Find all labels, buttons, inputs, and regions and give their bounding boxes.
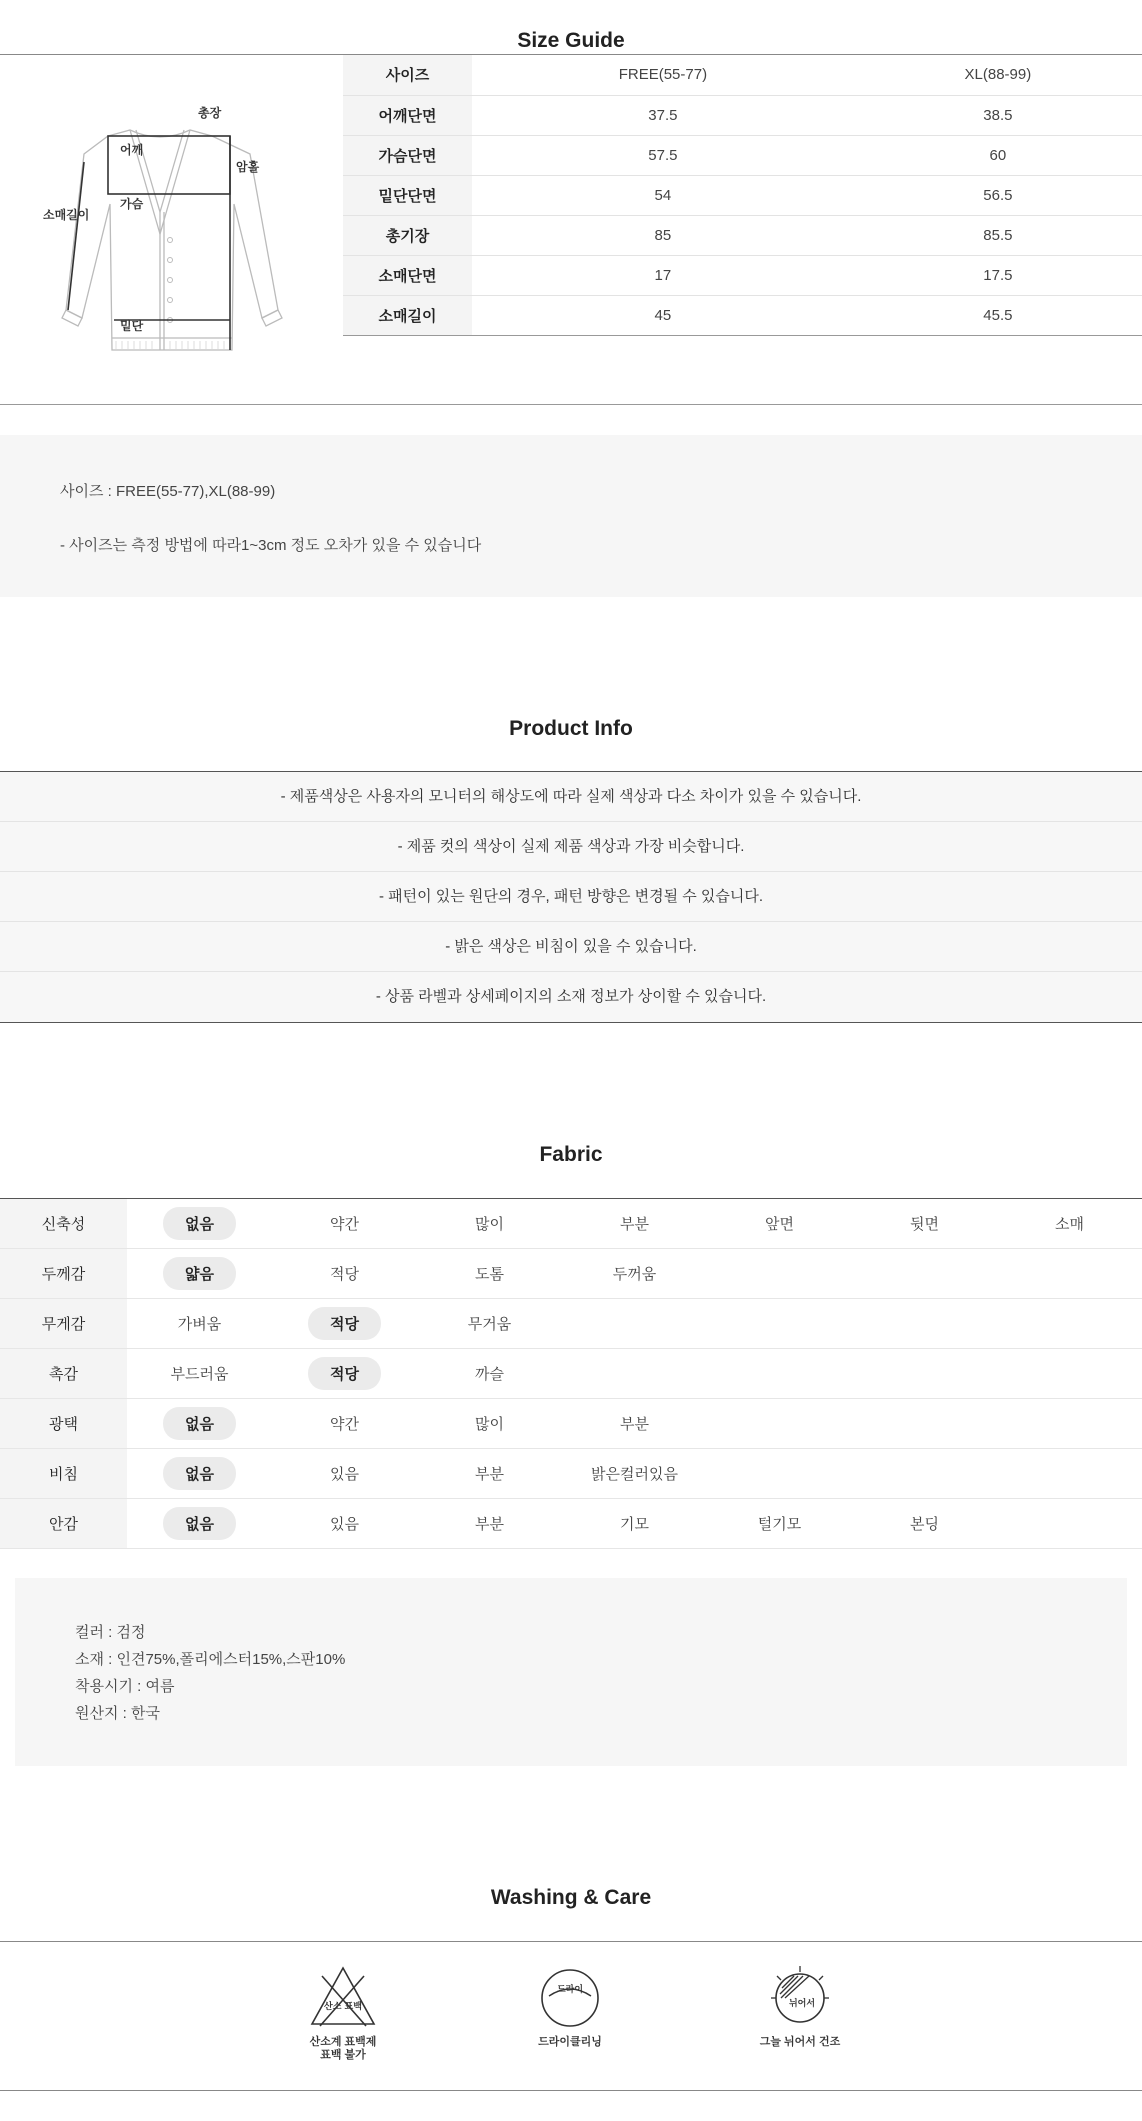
fabric-option-cell bbox=[562, 1349, 707, 1399]
size-value: 85.5 bbox=[854, 215, 1142, 255]
fabric-option-cell bbox=[562, 1399, 707, 1449]
size-table-header bbox=[343, 55, 1142, 95]
size-value: 38.5 bbox=[854, 95, 1142, 135]
fabric-option-cell bbox=[707, 1249, 852, 1299]
fabric-option: 소매 bbox=[1055, 1216, 1084, 1233]
size-note: - 사이즈는 측정 방법에 따라1~3cm 정도 오차가 있을 수 있습니다 bbox=[60, 537, 482, 554]
size-row-label: 소매단면 bbox=[343, 255, 472, 295]
fabric-option-cell bbox=[417, 1499, 562, 1549]
size-value: 85 bbox=[472, 215, 854, 255]
fabric-option-cell bbox=[417, 1249, 562, 1299]
fabric-row bbox=[0, 1349, 1142, 1399]
fabric-row-label: 촉감 bbox=[0, 1349, 127, 1399]
diagram-label-length: 총장 bbox=[198, 106, 222, 120]
fabric-option-cell bbox=[852, 1299, 997, 1349]
care-item-dry-flat-shade bbox=[740, 1962, 860, 2049]
fabric-option: 약간 bbox=[330, 1216, 359, 1233]
fabric-row bbox=[0, 1449, 1142, 1499]
diagram-label-armhole: 암홀 bbox=[236, 160, 260, 174]
size-row bbox=[343, 295, 1142, 335]
fabric-option: 부분 bbox=[475, 1516, 504, 1533]
fabric-option-cell bbox=[127, 1349, 272, 1399]
care-label: 그늘 뉘어서 건조 bbox=[759, 2036, 841, 2048]
fabric-option: 약간 bbox=[330, 1416, 359, 1433]
fabric-option: 가벼움 bbox=[177, 1316, 222, 1333]
product-info-title: Product Info bbox=[509, 717, 633, 740]
care-label: 드라이클리닝 bbox=[538, 2036, 602, 2048]
fabric-title: Fabric bbox=[539, 1143, 603, 1166]
dry-flat-shade-icon bbox=[765, 1962, 835, 2032]
fabric-option-selected: 없음 bbox=[163, 1407, 236, 1440]
fabric-option-cell bbox=[707, 1449, 852, 1499]
care-label: 산소계 표백제 bbox=[309, 2036, 377, 2048]
fabric-option-cell bbox=[852, 1199, 997, 1249]
size-header-xl: XL(88-99) bbox=[854, 55, 1142, 95]
fabric-row-label: 무게감 bbox=[0, 1299, 127, 1349]
size-row-label: 밑단단면 bbox=[343, 175, 472, 215]
fabric-row bbox=[0, 1399, 1142, 1449]
fabric-option-cell bbox=[272, 1349, 417, 1399]
dry-clean-icon bbox=[535, 1962, 605, 2032]
diagram-label-shoulder: 어깨 bbox=[120, 143, 144, 157]
fabric-option-selected: 없음 bbox=[163, 1457, 236, 1490]
fabric-option-cell bbox=[852, 1399, 997, 1449]
fabric-option-cell bbox=[127, 1499, 272, 1549]
fabric-option-cell bbox=[417, 1199, 562, 1249]
fabric-option-cell bbox=[127, 1299, 272, 1349]
fabric-option-cell bbox=[852, 1499, 997, 1549]
fabric-option-cell bbox=[707, 1199, 852, 1249]
size-notes-box bbox=[0, 435, 1142, 597]
size-note: 사이즈 : FREE(55-77),XL(88-99) bbox=[60, 483, 276, 500]
fabric-row bbox=[0, 1299, 1142, 1349]
care-icon-text: 산소 표백 bbox=[324, 2002, 362, 2012]
fabric-option: 많이 bbox=[475, 1416, 504, 1433]
fabric-option: 있음 bbox=[330, 1466, 359, 1483]
fabric-option-cell bbox=[417, 1299, 562, 1349]
fabric-row-label: 비침 bbox=[0, 1449, 127, 1499]
fabric-detail-season: 착용시기 : 여름 bbox=[75, 1678, 175, 1695]
size-value: 57.5 bbox=[472, 135, 854, 175]
fabric-option: 두꺼움 bbox=[612, 1266, 657, 1283]
fabric-option: 털기모 bbox=[757, 1516, 802, 1533]
size-row-label: 가슴단면 bbox=[343, 135, 472, 175]
divider bbox=[0, 404, 1142, 405]
fabric-option-cell bbox=[127, 1399, 272, 1449]
size-row bbox=[343, 135, 1142, 175]
fabric-option-cell bbox=[417, 1449, 562, 1499]
size-value: 37.5 bbox=[472, 95, 854, 135]
fabric-option-selected: 적당 bbox=[308, 1357, 381, 1390]
fabric-detail-material: 소재 : 인견75%,폴리에스터15%,스판10% bbox=[75, 1651, 346, 1668]
product-info-item: - 상품 라벨과 상세페이지의 소재 정보가 상이할 수 있습니다. bbox=[0, 972, 1142, 1022]
size-value: 60 bbox=[854, 135, 1142, 175]
divider bbox=[0, 1941, 1142, 1942]
product-info-item: - 패턴이 있는 원단의 경우, 패턴 방향은 변경될 수 있습니다. bbox=[0, 872, 1142, 922]
size-row bbox=[343, 215, 1142, 255]
size-row-label: 총기장 bbox=[343, 215, 472, 255]
fabric-option-cell bbox=[707, 1299, 852, 1349]
size-value: 45 bbox=[472, 295, 854, 335]
fabric-option-cell bbox=[997, 1399, 1142, 1449]
fabric-option-selected: 얇음 bbox=[163, 1257, 236, 1290]
product-info-item: - 제품색상은 사용자의 모니터의 해상도에 따라 실제 색상과 다소 차이가 있을 수 있습니다. bbox=[0, 772, 1142, 822]
size-row bbox=[343, 175, 1142, 215]
fabric-option-cell bbox=[707, 1499, 852, 1549]
fabric-option-cell bbox=[272, 1249, 417, 1299]
fabric-option-cell bbox=[707, 1349, 852, 1399]
cardigan-measurement-diagram bbox=[30, 92, 290, 362]
size-row bbox=[343, 255, 1142, 295]
size-value: 45.5 bbox=[854, 295, 1142, 335]
size-value: 56.5 bbox=[854, 175, 1142, 215]
fabric-row bbox=[0, 1249, 1142, 1299]
fabric-row bbox=[0, 1199, 1142, 1249]
fabric-option: 기모 bbox=[620, 1516, 649, 1533]
fabric-option-cell bbox=[852, 1349, 997, 1399]
fabric-option: 부분 bbox=[620, 1416, 649, 1433]
fabric-option-cell bbox=[272, 1499, 417, 1549]
fabric-option-selected: 없음 bbox=[163, 1507, 236, 1540]
fabric-option: 있음 bbox=[330, 1516, 359, 1533]
fabric-option: 무거움 bbox=[467, 1316, 512, 1333]
fabric-option-cell bbox=[997, 1499, 1142, 1549]
diagram-label-hem: 밑단 bbox=[120, 319, 144, 333]
divider bbox=[0, 2090, 1142, 2091]
fabric-option-cell bbox=[272, 1299, 417, 1349]
fabric-option-cell bbox=[997, 1299, 1142, 1349]
size-table bbox=[343, 55, 1142, 336]
fabric-option: 부드러움 bbox=[170, 1366, 229, 1383]
diagram-label-chest: 가슴 bbox=[120, 197, 144, 211]
fabric-option-cell bbox=[997, 1449, 1142, 1499]
fabric-table bbox=[0, 1198, 1142, 1549]
product-info-item: - 제품 컷의 색상이 실제 제품 색상과 가장 비슷합니다. bbox=[0, 822, 1142, 872]
fabric-option-cell bbox=[997, 1199, 1142, 1249]
fabric-option-cell bbox=[562, 1449, 707, 1499]
fabric-option-cell bbox=[272, 1449, 417, 1499]
fabric-option-cell bbox=[127, 1449, 272, 1499]
fabric-details-box bbox=[15, 1578, 1127, 1766]
fabric-option: 까슬 bbox=[475, 1366, 504, 1383]
size-row-label: 어깨단면 bbox=[343, 95, 472, 135]
fabric-option-selected: 없음 bbox=[163, 1207, 236, 1240]
size-guide-title: Size Guide bbox=[517, 29, 625, 52]
fabric-option-selected: 적당 bbox=[308, 1307, 381, 1340]
fabric-row-label: 안감 bbox=[0, 1499, 127, 1549]
fabric-option: 부분 bbox=[620, 1216, 649, 1233]
fabric-row bbox=[0, 1499, 1142, 1549]
size-value: 17 bbox=[472, 255, 854, 295]
care-item-dry-clean bbox=[510, 1962, 630, 2049]
care-item-no-oxygen-bleach bbox=[283, 1962, 403, 2062]
fabric-option-cell bbox=[562, 1199, 707, 1249]
care-label: 표백 불가 bbox=[320, 2049, 366, 2061]
fabric-option-cell bbox=[272, 1199, 417, 1249]
size-header-label: 사이즈 bbox=[343, 55, 472, 95]
fabric-option-cell bbox=[562, 1499, 707, 1549]
fabric-option-cell bbox=[127, 1199, 272, 1249]
fabric-option: 도톰 bbox=[475, 1266, 504, 1283]
size-row-label: 소매길이 bbox=[343, 295, 472, 335]
washing-title: Washing & Care bbox=[490, 1886, 652, 1909]
fabric-option: 부분 bbox=[475, 1466, 504, 1483]
fabric-row-label: 광택 bbox=[0, 1399, 127, 1449]
fabric-option: 앞면 bbox=[765, 1216, 794, 1233]
fabric-option-cell bbox=[562, 1249, 707, 1299]
fabric-option-cell bbox=[417, 1399, 562, 1449]
fabric-detail-origin: 원산지 : 한국 bbox=[75, 1705, 160, 1722]
care-icon-text: 드라이 bbox=[556, 1985, 584, 1995]
fabric-option-cell bbox=[562, 1299, 707, 1349]
no-oxygen-bleach-icon bbox=[308, 1962, 378, 2032]
fabric-option: 뒷면 bbox=[910, 1216, 939, 1233]
fabric-option-cell bbox=[127, 1249, 272, 1299]
fabric-option: 밝은컬러있음 bbox=[591, 1466, 678, 1483]
fabric-row-label: 신축성 bbox=[0, 1199, 127, 1249]
size-header-free: FREE(55-77) bbox=[472, 55, 854, 95]
fabric-option: 본딩 bbox=[910, 1516, 939, 1533]
fabric-option-cell bbox=[852, 1449, 997, 1499]
diagram-label-sleeve-length: 소매길이 bbox=[43, 208, 90, 222]
size-value: 54 bbox=[472, 175, 854, 215]
fabric-option-cell bbox=[997, 1349, 1142, 1399]
fabric-option-cell bbox=[707, 1399, 852, 1449]
product-info-list bbox=[0, 771, 1142, 1023]
product-info-item: - 밝은 색상은 비침이 있을 수 있습니다. bbox=[0, 922, 1142, 972]
fabric-row-label: 두께감 bbox=[0, 1249, 127, 1299]
fabric-detail-color: 컬러 : 검정 bbox=[75, 1624, 146, 1641]
size-value: 17.5 bbox=[854, 255, 1142, 295]
fabric-option: 많이 bbox=[475, 1216, 504, 1233]
fabric-option-cell bbox=[997, 1249, 1142, 1299]
care-icon-text: 뉘어서 bbox=[788, 1999, 816, 2009]
fabric-option-cell bbox=[417, 1349, 562, 1399]
fabric-option-cell bbox=[852, 1249, 997, 1299]
fabric-option: 적당 bbox=[330, 1266, 359, 1283]
size-row bbox=[343, 95, 1142, 135]
fabric-option-cell bbox=[272, 1399, 417, 1449]
